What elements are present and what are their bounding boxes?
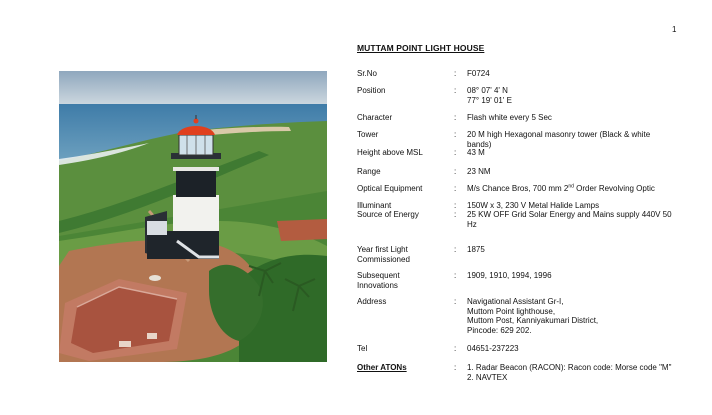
label-height: Height above MSL: [357, 148, 423, 157]
label-year-first-light: [357, 245, 449, 264]
value-optical-post: Order Revolving Optic: [573, 184, 655, 193]
label-source-of-energy: Source of Energy: [357, 210, 419, 219]
value-position: [467, 86, 707, 105]
colon: :: [454, 69, 457, 78]
label-year-line2: Commissioned: [357, 254, 410, 264]
value-longitude: 77° 19' 01' E: [467, 95, 512, 105]
value-illuminant: 150W x 3, 230 V Metal Halide Lamps: [467, 201, 600, 210]
label-tel: Tel: [357, 344, 368, 353]
value-height: 43 M: [467, 148, 485, 157]
address-line: Muttom Post, Kanniyakumari District,: [467, 316, 599, 326]
colon: :: [454, 297, 457, 306]
lighthouse-photo: [59, 71, 327, 362]
aton-item: 1. Radar Beacon (RACON): Racon code: Morse code "M": [467, 363, 672, 372]
colon: :: [454, 113, 457, 122]
value-year-first-light: 1875: [467, 245, 485, 254]
value-subsequent-innovations: 1909, 1910, 1994, 1996: [467, 271, 552, 280]
colon: :: [454, 210, 457, 219]
value-other-atons: [467, 363, 707, 382]
value-tower-line1: 20 M high Hexagonal masonry tower (Black & white: [467, 130, 651, 139]
value-tel: 04651-237223: [467, 344, 519, 353]
page-number: 1: [672, 25, 677, 34]
value-sr-no: F0724: [467, 69, 490, 78]
label-tower: Tower: [357, 130, 379, 139]
label-sr-no: Sr.No: [357, 69, 378, 78]
colon: :: [454, 245, 457, 254]
colon: :: [454, 86, 457, 95]
label-position: Position: [357, 86, 386, 95]
colon: :: [454, 344, 457, 353]
label-character: Character: [357, 113, 393, 122]
aton-item: 2. NAVTEX: [467, 372, 508, 382]
label-address: Address: [357, 297, 387, 306]
address-line: Navigational Assistant Gr-I,: [467, 297, 564, 306]
value-optical-equipment: [467, 184, 707, 194]
label-innovations-line2: Innovations: [357, 280, 398, 290]
colon: :: [454, 148, 457, 157]
value-source-of-energy: [467, 210, 707, 229]
colon: :: [454, 271, 457, 280]
colon: :: [454, 130, 457, 139]
label-subsequent-innovations: [357, 271, 449, 290]
colon: :: [454, 167, 457, 176]
value-tower: [467, 130, 707, 149]
value-optical-pre: M/s Chance Bros, 700 mm 2: [467, 184, 569, 193]
value-optical-sup: nd: [568, 183, 574, 190]
value-latitude: 08° 07' 4' N: [467, 86, 508, 95]
address-line: Muttom Point lighthouse,: [467, 306, 556, 316]
colon: :: [454, 363, 457, 372]
value-address: [467, 297, 707, 335]
value-range: 23 NM: [467, 167, 491, 176]
value-character: Flash white every 5 Sec: [467, 113, 552, 122]
address-line: Pincode: 629 202.: [467, 325, 532, 335]
page-title: MUTTAM POINT LIGHT HOUSE: [357, 43, 485, 53]
value-tower-line2: bands): [467, 139, 492, 149]
label-year-line1: Year first Light: [357, 245, 408, 254]
label-other-atons: Other ATONs: [357, 363, 407, 372]
value-energy-line2: Hz: [467, 219, 477, 229]
label-innovations-line1: Subsequent: [357, 271, 400, 280]
colon: :: [454, 201, 457, 210]
colon: :: [454, 184, 457, 193]
label-illuminant: Illuminant: [357, 201, 392, 210]
value-energy-line1: 25 KW OFF Grid Solar Energy and Mains supply 440V 50: [467, 210, 672, 219]
label-range: Range: [357, 167, 381, 176]
label-optical-equipment: Optical Equipment: [357, 184, 423, 193]
